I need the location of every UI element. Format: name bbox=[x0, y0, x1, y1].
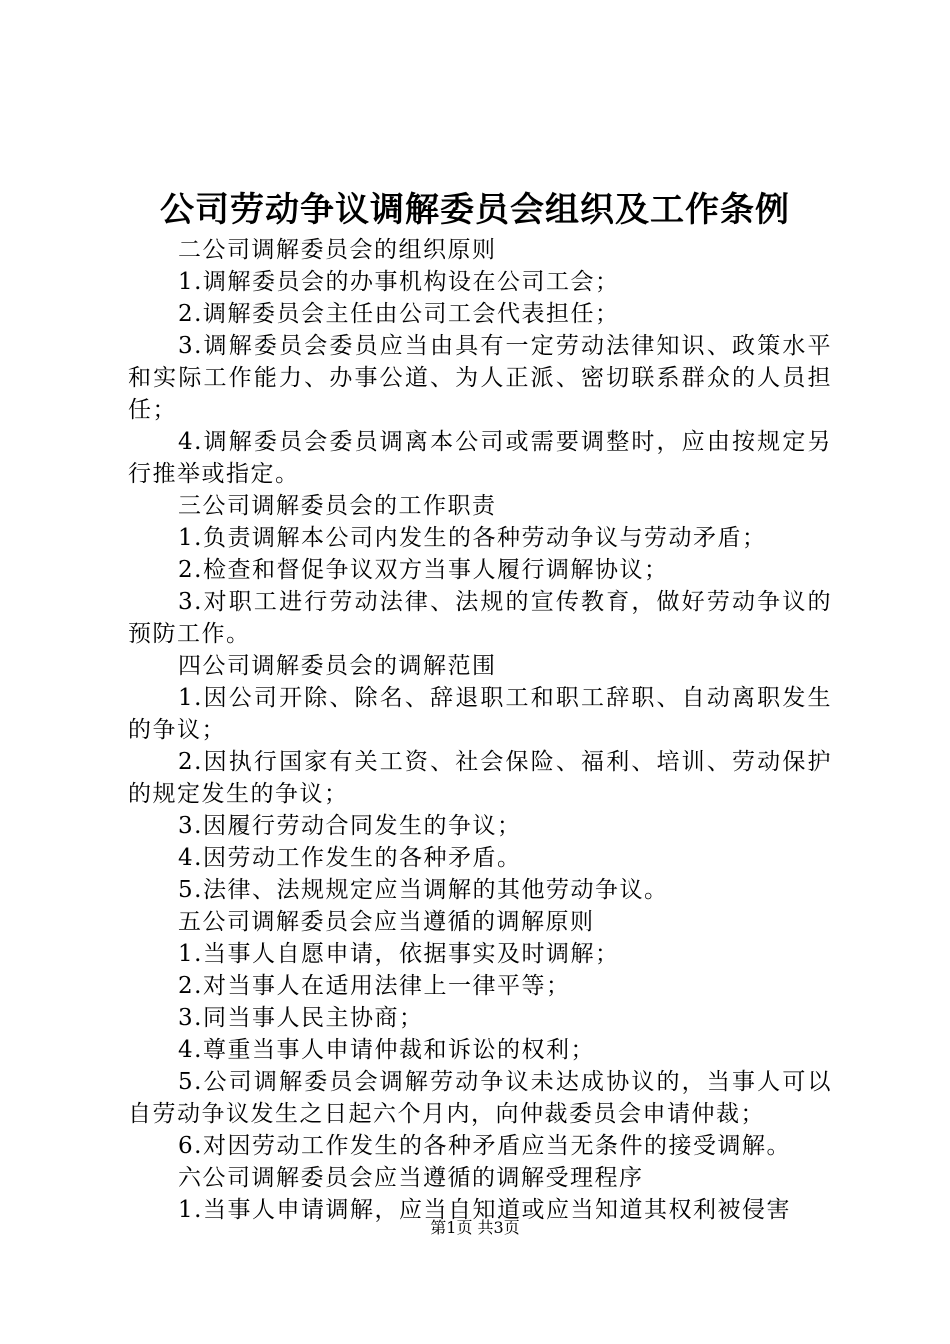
document-title: 公司劳动争议调解委员会组织及工作条例 bbox=[160, 190, 790, 230]
paragraph: 1.因公司开除、除名、辞退职工和职工辞职、自动离职发生的争议； bbox=[128, 685, 832, 743]
paragraph: 3.因履行劳动合同发生的争议； bbox=[178, 813, 522, 839]
paragraph: 2.因执行国家有关工资、社会保险、福利、培训、劳动保护的规定发生的争议； bbox=[128, 749, 832, 807]
paragraph: 3.同当事人民主协商； bbox=[178, 1005, 424, 1031]
paragraph: 1.调解委员会的办事机构设在公司工会； bbox=[178, 269, 620, 295]
paragraph: 4.因劳动工作发生的各种矛盾。 bbox=[178, 845, 522, 871]
paragraph: 2.对当事人在适用法律上一律平等； bbox=[178, 973, 571, 999]
paragraph: 4.调解委员会委员调离本公司或需要调整时，应由按规定另行推举或指定。 bbox=[128, 429, 832, 487]
paragraph: 2.检查和督促争议双方当事人履行调解协议； bbox=[178, 557, 669, 583]
paragraph: 5.公司调解委员会调解劳动争议未达成协议的，当事人可以自劳动争议发生之日起六个月内，向仲裁委员会申请仲裁； bbox=[128, 1069, 832, 1127]
page-number-footer: 第1页 共3页 bbox=[430, 1218, 520, 1237]
paragraph: 3.对职工进行劳动法律、法规的宣传教育，做好劳动争议的预防工作。 bbox=[128, 589, 832, 647]
paragraph: 3.调解委员会委员应当由具有一定劳动法律知识、政策水平和实际工作能力、办事公道、为人正派、密切联系群众的人员担任； bbox=[128, 333, 832, 423]
document-body bbox=[128, 234, 832, 1226]
section-heading: 三公司调解委员会的工作职责 bbox=[178, 493, 497, 519]
section-heading: 四公司调解委员会的调解范围 bbox=[178, 653, 497, 679]
paragraph: 4.尊重当事人申请仲裁和诉讼的权利； bbox=[178, 1037, 595, 1063]
paragraph: 1.当事人申请调解，应当自知道或应当知道其权利被侵害 bbox=[178, 1197, 791, 1223]
paragraph: 1.负责调解本公司内发生的各种劳动争议与劳动矛盾； bbox=[178, 525, 767, 551]
section-heading: 二公司调解委员会的组织原则 bbox=[178, 237, 497, 263]
section-heading: 六公司调解委员会应当遵循的调解受理程序 bbox=[178, 1165, 644, 1191]
section-heading: 五公司调解委员会应当遵循的调解原则 bbox=[178, 909, 595, 935]
paragraph: 2.调解委员会主任由公司工会代表担任； bbox=[178, 301, 620, 327]
paragraph: 1.当事人自愿申请，依据事实及时调解； bbox=[178, 941, 620, 967]
paragraph: 5.法律、法规规定应当调解的其他劳动争议。 bbox=[178, 877, 669, 903]
paragraph: 6.对因劳动工作发生的各种矛盾应当无条件的接受调解。 bbox=[178, 1133, 791, 1159]
